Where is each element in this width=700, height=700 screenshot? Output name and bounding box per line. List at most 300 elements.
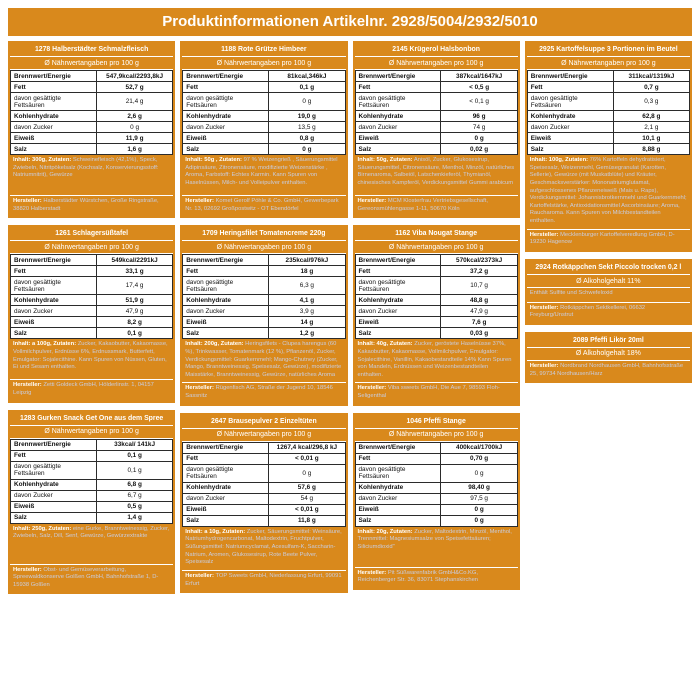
nutrient-value: 0 g [441, 504, 517, 515]
nutrient-value: < 0,01 g [269, 504, 345, 515]
nutrient-value: 6,7 g [96, 490, 172, 501]
nutrition-row [183, 71, 345, 82]
nutrition-row [527, 144, 689, 155]
nutrient-label: Kohlenhydrate [11, 479, 97, 490]
ingredients-label: Inhalt: a 100g, Zutaten: [13, 341, 77, 348]
nutrient-label: davon Zucker [183, 122, 269, 133]
nutrient-label: davon Zucker [527, 122, 613, 133]
ingredients-block [10, 524, 173, 564]
product-card [353, 41, 520, 218]
manufacturer-text: Rotkäppchen Sektkellerei, 06632 Freyburg/Unstrut [529, 304, 646, 319]
nutrient-value: 11,8 g [269, 515, 345, 526]
manufacturer-text: TOP Sweets GmbH, Niederlassung Erfurt, 99091 Erfurt [185, 572, 342, 587]
nutrition-row [11, 266, 173, 277]
nutrient-value: 57,6 g [269, 482, 345, 493]
nutrient-label: Salz [183, 328, 269, 339]
manufacturer-block [10, 195, 173, 216]
nutrition-row [11, 111, 173, 122]
nutrition-row [355, 328, 517, 339]
ingredients-block [182, 339, 345, 382]
nutrient-value: 570kcal/2373kJ [441, 255, 517, 266]
product-card-title: 2924 Rotkäppchen Sekt Piccolo trocken 0,2 l [527, 261, 690, 275]
nutrition-table [182, 70, 345, 155]
product-card-title: 2145 Krügerol Halsbonbon [355, 43, 518, 57]
nutrient-label: Brennwert/Energie [355, 71, 441, 82]
nutrient-value: 549kcal/2291kJ [96, 255, 172, 266]
manufacturer-block [355, 195, 518, 216]
ingredients-block [182, 155, 345, 195]
nutrition-table [355, 254, 518, 339]
ingredients-block [355, 527, 518, 567]
nutrient-label: Kohlenhydrate [183, 111, 269, 122]
nutrient-label: davon gesättigte Fettsäuren [183, 93, 269, 111]
nutrient-label: Salz [11, 144, 97, 155]
nutrient-value: 0,70 g [441, 453, 517, 464]
ingredients-text: Anisöl, Zucker, Glukosesirup, Säuerungsmittel, Citronensäure, Menthol, Minzöl, natürliches Birnenaroma, Salbeiöl, Latschenkieferöl, Thymianöl, chinesisches Kampferöl, Verdickungsmittel Gummi arabicum [357, 157, 515, 186]
nutrition-row [183, 111, 345, 122]
nutrient-label: Eiweiß [183, 317, 269, 328]
nutrient-value: 47,9 g [441, 306, 517, 317]
nutrition-row [527, 71, 689, 82]
manufacturer-text: Zetti Goldeck GmbH, Hölderlinstr. 1, 04157 Leipzig [13, 382, 154, 396]
card-subtitle: Ø Nährwertangaben pro 100 g [355, 57, 518, 70]
nutrition-table [355, 442, 518, 527]
nutrient-label: Fett [527, 82, 613, 93]
nutrition-table [355, 70, 518, 155]
product-card-title: 2089 Pfeffi Likör 20ml [527, 334, 690, 348]
nutrient-value: 33kcal/ 141kJ [96, 439, 172, 450]
nutrient-label: davon Zucker [355, 306, 441, 317]
product-card [180, 41, 347, 218]
nutrient-value: 0 g [441, 133, 517, 144]
product-card-title: 1283 Gurken Snack Get One aus dem Spree [10, 412, 173, 426]
nutrition-row [183, 493, 345, 504]
nutrition-row [11, 328, 173, 339]
nutrient-label: Brennwert/Energie [11, 255, 97, 266]
nutrition-row [355, 255, 517, 266]
product-card-title: 1709 Heringsfilet Tomatencreme 220g [182, 227, 345, 241]
nutrient-label: davon Zucker [11, 490, 97, 501]
nutrition-row [183, 306, 345, 317]
nutrient-value: 6,8 g [96, 479, 172, 490]
nutrition-row [355, 295, 517, 306]
nutrient-value: 547,9kcal/2293,8kJ [96, 71, 172, 82]
ingredients-text: 76% Kartoffeln dehydratisiert, Speisesalz, Weizenmehl, Gemüsegranulat (Karotten, Sellerie), Gewürze (mit Muskatblüte) und Kräuter, Geschmacksverstärker: Mononatriumglutamat, aufgeschlossenes Pflanzeneiweiß (Mais u. Raps), Verdickungsmittel: Johannisbrotkernmehl und Guarkernmehl; Kartoffelstärke, Antioxidationsmittel Ascorbinsäure; Aroma, Raucharoma. Kann Spuren von Milchbestandteilen enthalten. [529, 157, 687, 225]
manufacturer-block [355, 382, 518, 403]
nutrient-value: 14 g [269, 317, 345, 328]
manufacturer-text: Halberstädter Würstchen, Große Ringstraße, 38820 Halberstadt [13, 198, 159, 212]
nutrition-row [11, 450, 173, 461]
card-subtitle: Ø Nährwertangaben pro 100 g [182, 429, 345, 442]
manufacturer-text: Rügenfisch AG, Straße der Jugend 10, 18546 Sassnitz [185, 385, 333, 400]
nutrient-value: 0 g [269, 464, 345, 482]
nutrient-label: Eiweiß [527, 133, 613, 144]
nutrition-row [183, 317, 345, 328]
nutrient-value: 4,1 g [269, 295, 345, 306]
nutrition-row [11, 461, 173, 479]
product-card-title: 1046 Pfeffi Stange [355, 415, 518, 429]
card-subtitle: Ø Nährwertangaben pro 100 g [527, 57, 690, 70]
manufacturer-block [182, 382, 345, 403]
product-card [180, 225, 347, 405]
nutrition-row [355, 277, 517, 295]
nutrient-value: 3,9 g [269, 306, 345, 317]
nutrient-label: Brennwert/Energie [11, 71, 97, 82]
nutrition-row [355, 317, 517, 328]
product-card [8, 410, 175, 595]
manufacturer-label: Hersteller: [13, 566, 42, 573]
nutrient-value: 0,03 g [441, 328, 517, 339]
product-card [525, 259, 692, 325]
nutrition-row [355, 482, 517, 493]
nutrition-row [527, 93, 689, 111]
card-subtitle: Ø Nährwertangaben pro 100 g [182, 241, 345, 254]
nutrient-value: 0,3 g [613, 93, 689, 111]
nutrient-label: Eiweiß [183, 504, 269, 515]
nutrient-label: Kohlenhydrate [11, 111, 97, 122]
nutrition-row [183, 82, 345, 93]
nutrient-value: 11,9 g [96, 133, 172, 144]
nutrient-value: 2,1 g [613, 122, 689, 133]
nutrient-value: 1267,4 kcal/296,8 kJ [269, 442, 345, 453]
nutrient-label: Fett [183, 266, 269, 277]
manufacturer-block [10, 564, 173, 593]
manufacturer-label: Hersteller: [529, 231, 559, 238]
nutrient-value: 52,7 g [96, 82, 172, 93]
nutrient-label: Eiweiß [355, 504, 441, 515]
ingredients-label: Inhalt: 250g, Zutaten: [13, 525, 72, 532]
nutrition-row [11, 144, 173, 155]
card-subtitle: Ø Nährwertangaben pro 100 g [355, 241, 518, 254]
nutrition-row [355, 453, 517, 464]
nutrient-value: 400kcal/1700kJ [441, 442, 517, 453]
nutrient-label: davon gesättigte Fettsäuren [11, 461, 97, 479]
ingredients-block [10, 339, 173, 379]
nutrient-value: 8,88 g [613, 144, 689, 155]
nutrient-label: davon gesättigte Fettsäuren [183, 277, 269, 295]
nutrition-row [355, 515, 517, 526]
manufacturer-label: Hersteller: [185, 572, 214, 579]
nutrition-row [11, 479, 173, 490]
nutrition-row [183, 255, 345, 266]
nutrient-label: Eiweiß [355, 317, 441, 328]
nutrition-row [183, 122, 345, 133]
ingredients-block [527, 155, 690, 229]
nutrient-value: 97,5 g [441, 493, 517, 504]
nutrition-row [355, 266, 517, 277]
nutrient-label: Brennwert/Energie [527, 71, 613, 82]
nutrition-row [355, 442, 517, 453]
manufacturer-text: Viba sweets GmbH, Die Aue 7, 98593 Floh-Seligenthal [357, 385, 500, 400]
product-card-title: 2647 Brausepulver 2 Einzeltüten [182, 415, 345, 429]
card-column-3 [353, 41, 520, 590]
nutrient-label: Eiweiß [11, 317, 97, 328]
manufacturer-text: Nordbrand Nordhausen GmbH, Bahnhofsstraße 25, 99734 Nordhausen/Harz [529, 362, 684, 377]
nutrition-row [355, 111, 517, 122]
nutrient-label: Eiweiß [183, 133, 269, 144]
nutrient-label: davon gesättigte Fettsäuren [527, 93, 613, 111]
nutrient-label: Kohlenhydrate [183, 482, 269, 493]
nutrient-label: Salz [527, 144, 613, 155]
manufacturer-label: Hersteller: [529, 362, 559, 369]
nutrition-row [11, 439, 173, 450]
nutrient-label: davon Zucker [355, 493, 441, 504]
nutrient-value: 0,1 g [96, 328, 172, 339]
ingredients-block [355, 339, 518, 382]
nutrient-label: Brennwert/Energie [11, 439, 97, 450]
nutrient-value: 7,6 g [441, 317, 517, 328]
nutrient-value: 10,7 g [441, 277, 517, 295]
nutrient-label: davon Zucker [183, 493, 269, 504]
nutrient-label: Eiweiß [355, 133, 441, 144]
nutrition-row [183, 277, 345, 295]
nutrient-value: 235kcal/976kJ [269, 255, 345, 266]
ingredients-text: 97 % Weizengrieß , Säuerungsmittel Adipinsäure, Zitronensäure, modifizierte Weizenstärke , Aroma, Farbstoff: Echtes Karmin. Kann Spuren von Haselnüssen, Milch- und Volleipulver enthalten. [185, 157, 338, 186]
nutrient-value: 47,9 g [96, 306, 172, 317]
nutrient-value: 51,9 g [96, 295, 172, 306]
ingredients-text: Zucker, geröstete Haselnüsse 37%, Kakaobutter, Kakaomasse, Vollmilchpulver, Emulgator: Sojalecithine, Vanillin, Kakaobestandteile 14% Kann Spuren von Mandeln, Erdnüssen und Weizenbestandteilen enthalten. [357, 341, 512, 378]
nutrition-row [11, 306, 173, 317]
nutrition-row [527, 122, 689, 133]
ingredients-label: Inhalt: a 10g, Zutaten: [185, 528, 246, 535]
nutrition-row [527, 133, 689, 144]
manufacturer-text: Pit Süßwarenfabrik GmbH&Co.KG, Reichenberger Str. 36, 83071 Stephanskirchen [357, 569, 479, 584]
ingredients-label: Inhalt: 20g, Zutaten: [357, 528, 413, 535]
nutrition-row [11, 122, 173, 133]
ingredients-text: Heringsfilets - Clupea harengus (60 %), Trinkwasser, Tomatenmark (12 %), Pflanzenöl, Zucker, Verdickungsmittel: Guarkernmehl; Mango-Chutney (Zucker, Mango, Branntweinessig, Speisesalz, Gewürze), modifizierte Maisstärke, Branntweinessig, Gewürze, natürliches Aroma [185, 341, 342, 378]
nutrient-value: 33,1 g [96, 266, 172, 277]
nutrition-table [182, 442, 345, 527]
nutrition-row [183, 482, 345, 493]
nutrition-row [527, 82, 689, 93]
nutrient-value: 1,6 g [96, 144, 172, 155]
nutrient-value: < 0,5 g [441, 82, 517, 93]
card-column-2 [180, 41, 347, 593]
nutrient-value: 0 g [96, 122, 172, 133]
nutrient-label: Salz [183, 515, 269, 526]
nutrient-label: Brennwert/Energie [355, 255, 441, 266]
nutrient-value: 96 g [441, 111, 517, 122]
nutrient-label: Salz [11, 512, 97, 523]
manufacturer-label: Hersteller: [357, 385, 387, 392]
nutrient-label: Fett [11, 82, 97, 93]
nutrition-row [11, 93, 173, 111]
nutrition-table [10, 70, 173, 155]
nutrient-label: Kohlenhydrate [11, 295, 97, 306]
nutrient-value: 0 g [441, 464, 517, 482]
nutrition-row [355, 93, 517, 111]
product-card-title: 2925 Kartoffelsuppe 3 Portionen im Beutel [527, 43, 690, 57]
product-card-title: 1278 Halberstädter Schmalzfleisch [10, 43, 173, 57]
nutrition-row [183, 504, 345, 515]
nutrient-value: 13,5 g [269, 122, 345, 133]
nutrition-row [355, 493, 517, 504]
nutrient-value: 21,4 g [96, 93, 172, 111]
nutrition-row [355, 133, 517, 144]
ingredients-label: Inhalt: 300g, Zutaten: [13, 157, 72, 163]
manufacturer-block [182, 195, 345, 216]
nutrient-value: 19,0 g [269, 111, 345, 122]
ingredients-label: Inhalt: 40g, Zutaten: [357, 341, 413, 348]
nutrient-label: Fett [11, 266, 97, 277]
card-grid [8, 41, 692, 594]
nutrition-row [11, 255, 173, 266]
card-column-4 [525, 41, 692, 383]
manufacturer-label: Hersteller: [13, 382, 42, 389]
card-subtitle: Ø Nährwertangaben pro 100 g [10, 426, 173, 439]
card-subtitle: Ø Nährwertangaben pro 100 g [182, 57, 345, 70]
nutrition-row [11, 490, 173, 501]
product-card [525, 332, 692, 383]
ingredients-text: Zucker, Säuerungsmittel: Weinsäure, Natriumhydrogencarbonat, Maltodextrin, Fruchtpulver, Süßungsmittel: Natriumcyclamat, Acesulfam-K, Saccharin-Natrium, Aromen, Glukosesirup, Rote Beete Pulver, Speisesalz [185, 528, 342, 566]
manufacturer-block [527, 229, 690, 250]
nutrition-row [355, 71, 517, 82]
nutrient-label: Fett [355, 266, 441, 277]
nutrient-value: < 0,01 g [269, 453, 345, 464]
nutrition-row [11, 512, 173, 523]
nutrient-label: Fett [355, 453, 441, 464]
product-card [353, 225, 520, 405]
ingredients-label: Inhalt: 200g, Zutaten: [185, 341, 244, 348]
nutrition-row [355, 464, 517, 482]
manufacturer-label: Hersteller: [529, 304, 559, 311]
nutrition-row [11, 295, 173, 306]
product-card [8, 225, 175, 402]
nutrient-label: Kohlenhydrate [355, 482, 441, 493]
nutrient-label: Fett [355, 82, 441, 93]
nutrition-row [11, 71, 173, 82]
nutrient-value: 62,8 g [613, 111, 689, 122]
manufacturer-text: Obst- und Gemüseverarbeitung, Spreewaldkonserve Golßen GmbH, Bahnhofstraße 1, D-15938 Golßen [13, 566, 159, 588]
ingredients-text: Zucker, Maltodextrin, Minzöl, Menthol, Trennmittel: Magnesiumsalze von Speisefettsäuren; Siliciumdioxid" [357, 528, 512, 551]
nutrient-value: 18 g [269, 266, 345, 277]
nutrient-label: Salz [355, 328, 441, 339]
nutrient-label: Eiweiß [11, 133, 97, 144]
nutrient-label: Brennwert/Energie [183, 255, 269, 266]
manufacturer-text: MCM Klosterfrau Vertriebsgesellschaft, Gereonsmühlengasse 1-11, 50670 Köln [357, 198, 489, 212]
nutrition-row [11, 501, 173, 512]
manufacturer-text: Mecklenburger Kartoffelveredlung GmbH, D-19230 Hagenow [529, 231, 675, 246]
nutrient-label: Kohlenhydrate [355, 295, 441, 306]
nutrient-value: 0,5 g [96, 501, 172, 512]
nutrient-value: 0,8 g [269, 133, 345, 144]
nutrient-value: 1,2 g [269, 328, 345, 339]
card-subtitle: Ø Nährwertangaben pro 100 g [10, 57, 173, 70]
nutrient-label: davon Zucker [11, 122, 97, 133]
nutrient-label: Salz [183, 144, 269, 155]
nutrient-label: davon gesättigte Fettsäuren [355, 277, 441, 295]
nutrient-value: 0 g [269, 93, 345, 111]
nutrient-value: 0,1 g [96, 450, 172, 461]
nutrient-value: 10,1 g [613, 133, 689, 144]
ingredients-label: Inhalt: 100g, Zutaten: [529, 157, 589, 163]
nutrition-row [183, 133, 345, 144]
nutrition-row [527, 111, 689, 122]
manufacturer-label: Hersteller: [13, 198, 42, 204]
nutrition-row [183, 464, 345, 482]
nutrient-value: 81kcal,346kJ [269, 71, 345, 82]
manufacturer-label: Hersteller: [185, 198, 214, 204]
product-card [180, 413, 347, 593]
nutrient-label: Fett [183, 453, 269, 464]
manufacturer-label: Hersteller: [185, 385, 214, 392]
card-subtitle: Ø Nährwertangaben pro 100 g [10, 241, 173, 254]
nutrition-row [355, 504, 517, 515]
nutrient-label: Salz [355, 515, 441, 526]
nutrient-value: 6,3 g [269, 277, 345, 295]
nutrient-value: 387kcal/1647kJ [441, 71, 517, 82]
nutrient-label: Kohlenhydrate [183, 295, 269, 306]
nutrient-value: 0,1 g [96, 461, 172, 479]
nutrition-table [527, 70, 690, 155]
nutrient-value: 2,6 g [96, 111, 172, 122]
nutrient-label: Salz [11, 328, 97, 339]
nutrient-value: 0,7 g [613, 82, 689, 93]
nutrient-label: Kohlenhydrate [355, 111, 441, 122]
nutrient-value: 48,8 g [441, 295, 517, 306]
nutrient-value: 311kcal/1319kJ [613, 71, 689, 82]
nutrition-row [183, 93, 345, 111]
ingredients-text: Schweinefleisch (42,1%), Speck, Zwiebeln, Nitritpökelsalz (Kochsalz, Konservierungsstoff: Natriumnitrit), Gewürze [13, 157, 159, 179]
nutrient-label: Fett [183, 82, 269, 93]
product-card [525, 41, 692, 252]
card-subtitle: Ø Alkoholgehalt 11% [527, 275, 690, 288]
nutrient-label: Brennwert/Energie [183, 71, 269, 82]
nutrition-row [11, 82, 173, 93]
ingredients-label: Inhalt: 50g, Zutaten: [357, 157, 413, 163]
card-subtitle: Ø Nährwertangaben pro 100 g [355, 429, 518, 442]
nutrient-value: 0,02 g [441, 144, 517, 155]
nutrition-table [10, 254, 173, 339]
nutrient-label: Brennwert/Energie [355, 442, 441, 453]
nutrient-label: Fett [11, 450, 97, 461]
nutrition-row [355, 144, 517, 155]
nutrient-value: 54 g [269, 493, 345, 504]
nutrition-row [183, 442, 345, 453]
nutrition-row [183, 144, 345, 155]
card-subtitle: Ø Alkoholgehalt 18% [527, 348, 690, 361]
nutrition-table [182, 254, 345, 339]
nutrient-label: Kohlenhydrate [527, 111, 613, 122]
nutrient-value: 0 g [441, 515, 517, 526]
manufacturer-block [355, 567, 518, 588]
nutrient-label: davon gesättigte Fettsäuren [183, 464, 269, 482]
product-card [8, 41, 175, 218]
nutrient-value: 1,4 g [96, 512, 172, 523]
manufacturer-text: Komet Gerolf Pöhle & Co. GmbH, Gewerbepark Nr. 13, 02692 Großpostwitz - OT Ebendörfel [185, 198, 339, 212]
nutrition-table [10, 439, 173, 524]
card-column-1 [8, 41, 175, 594]
ingredients-text: Zucker, Kakaobutter, Kakaomasse, Vollmilchpulver, Erdnüsse 6%, Erdnussmark, Butterfett, Emulgator: Sojalecithine. Kann Spuren von Nüssen, Gluten, Ei und Sesam enthalten. [13, 341, 168, 371]
ingredients-block [355, 155, 518, 195]
nutrition-row [11, 133, 173, 144]
nutrition-row [183, 515, 345, 526]
nutrition-row [183, 295, 345, 306]
nutrient-value: 8,2 g [96, 317, 172, 328]
nutrient-value: 17,4 g [96, 277, 172, 295]
manufacturer-label: Hersteller: [357, 569, 387, 576]
ingredients-text: eine Gurke, Branntweinessig, Zucker, Zwiebeln, Salz, Dill, Senf, Gewürze, Gewürzextrakte [13, 525, 170, 540]
nutrition-row [355, 82, 517, 93]
nutrition-row [183, 453, 345, 464]
nutrient-label: davon gesättigte Fettsäuren [355, 93, 441, 111]
product-card-title: 1261 Schlagersüßtafel [10, 227, 173, 241]
nutrient-label: Salz [355, 144, 441, 155]
nutrient-label: davon gesättigte Fettsäuren [355, 464, 441, 482]
nutrient-value: 0 g [269, 144, 345, 155]
nutrient-label: davon Zucker [355, 122, 441, 133]
nutrient-value: 74 g [441, 122, 517, 133]
